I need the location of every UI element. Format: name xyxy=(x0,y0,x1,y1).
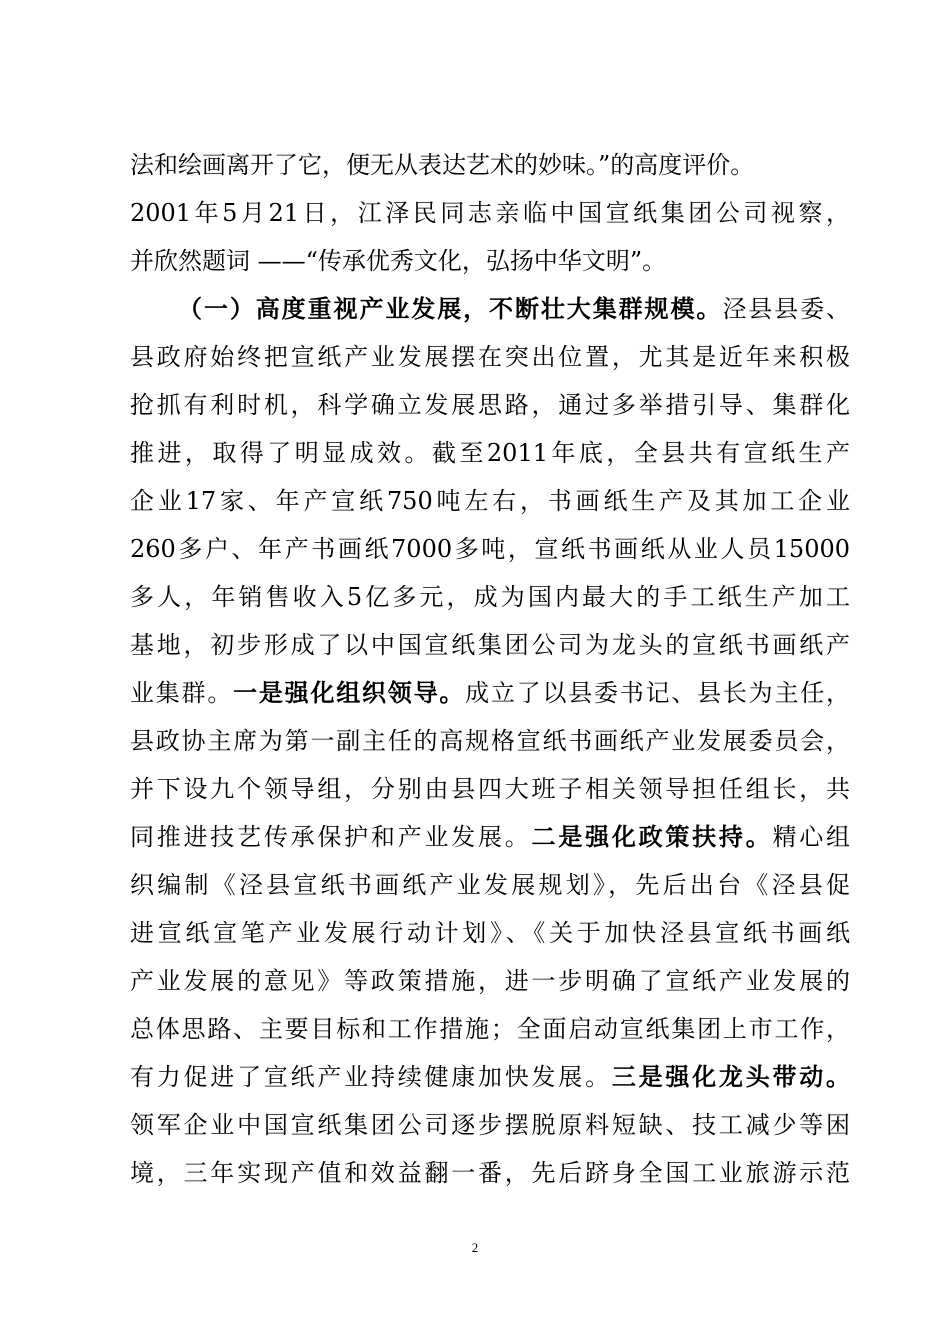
bold-point-heading: 二是强化政策扶持。 xyxy=(531,822,773,851)
text-line-22 xyxy=(130,1153,850,1193)
line-text: 有力促进了宣纸产业持续健康加快发展。 xyxy=(130,1063,612,1091)
text-line-7 xyxy=(130,433,850,473)
text-line-21 xyxy=(130,1105,850,1145)
text-line-11 xyxy=(130,625,850,665)
line-text: 260多户、年产书画纸7000多吨，宣纸书画纸从业人员15000 xyxy=(130,535,850,563)
line-text: 2001年5月21日，江泽民同志亲临中国宣纸集团公司视察， xyxy=(130,199,850,227)
text-line-16 xyxy=(130,865,850,905)
text-line-1 xyxy=(130,145,850,185)
text-line-14 xyxy=(130,769,850,809)
text-line-6 xyxy=(130,385,850,425)
line-text: 同推进技艺传承保护和产业发展。 xyxy=(130,823,532,851)
line-text: 县政协主席为第一副主任的高规格宣纸书画纸产业发展委员会， xyxy=(130,727,850,755)
line-text: 多人，年销售收入5亿多元，成为国内最大的手工纸生产加工 xyxy=(130,583,850,611)
line-text: 并欣然题词 ——“传承优秀文化，弘扬中华文明”。 xyxy=(130,247,667,275)
bold-point-heading: 一是强化组织领导。 xyxy=(233,678,466,707)
line-text: 企业17家、年产宣纸750吨左右，书画纸生产及其加工企业 xyxy=(130,487,850,515)
line-text: 成立了以县委书记、县长为主任， xyxy=(465,679,851,707)
text-line-12 xyxy=(130,673,850,713)
text-line-8 xyxy=(130,481,850,521)
line-text: 精心组 xyxy=(772,823,851,851)
text-line-10 xyxy=(130,577,850,617)
page-number: 2 xyxy=(471,1240,479,1255)
text-line-19 xyxy=(130,1009,850,1049)
text-line-15 xyxy=(130,817,850,857)
bold-point-heading: 三是强化龙头带动。 xyxy=(611,1062,851,1091)
text-line-13 xyxy=(130,721,850,761)
text-line-2 xyxy=(130,193,850,233)
text-line-5 xyxy=(130,337,850,377)
text-line-9 xyxy=(130,529,850,569)
line-text: 推进，取得了明显成效。截至2011年底，全县共有宣纸生产 xyxy=(130,439,850,467)
line-text: 业集群。 xyxy=(130,679,234,707)
line-text: 进宣纸宣笔产业发展行动计划》、《关于加快泾县宣纸书画纸 xyxy=(130,919,850,947)
line-text: 抢抓有利时机，科学确立发展思路，通过多举措引导、集群化 xyxy=(130,391,850,419)
line-text: 基地，初步形成了以中国宣纸集团公司为龙头的宣纸书画纸产 xyxy=(130,631,850,659)
section-heading: （一）高度重视产业发展，不断壮大集群规模。 xyxy=(178,294,723,323)
line-text: 法和绘画离开了它，便无从表达艺术的妙味。”的高度评价。 xyxy=(130,151,755,179)
line-text: 并下设九个领导组，分别由县四大班子相关领导担任组长，共 xyxy=(130,775,850,803)
text-line-3 xyxy=(130,241,850,281)
text-line-17 xyxy=(130,913,850,953)
text-line-20 xyxy=(130,1057,850,1097)
text-line-18 xyxy=(130,961,850,1001)
line-text: 县政府始终把宣纸产业发展摆在突出位置，尤其是近年来积极 xyxy=(130,343,850,371)
line-text: 总体思路、主要目标和工作措施；全面启动宣纸集团上市工作， xyxy=(130,1015,850,1043)
section-heading-line xyxy=(178,289,850,329)
line-text: 领军企业中国宣纸集团公司逐步摆脱原料短缺、技工减少等困 xyxy=(130,1111,850,1139)
line-text: 产业发展的意见》等政策措施，进一步明确了宣纸产业发展的 xyxy=(130,967,850,995)
line-text: 织编制《泾县宣纸书画纸产业发展规划》，先后出台《泾县促 xyxy=(130,871,850,899)
line-text: 境，三年实现产值和效益翻一番，先后跻身全国工业旅游示范 xyxy=(130,1159,850,1187)
line-text: 泾县县委、 xyxy=(722,295,851,323)
